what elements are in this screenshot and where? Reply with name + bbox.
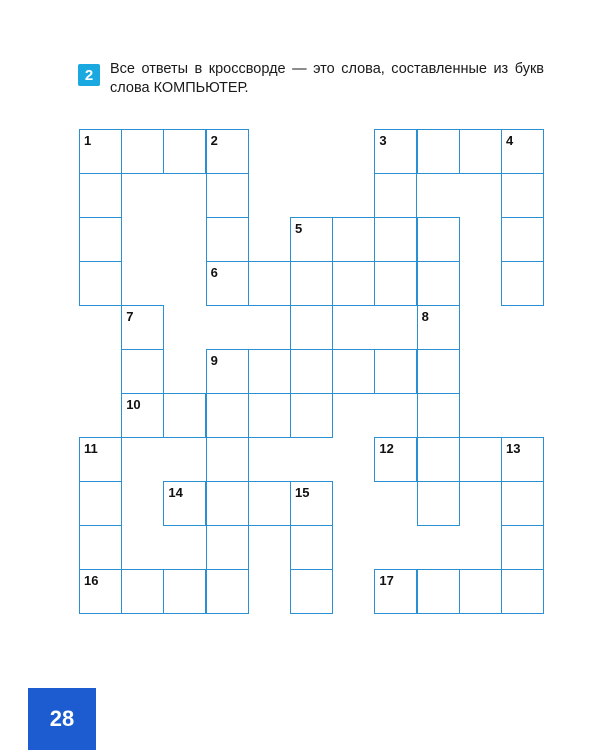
crossword-cell[interactable] bbox=[417, 393, 460, 438]
clue-number: 11 bbox=[84, 441, 98, 456]
crossword-cell[interactable] bbox=[79, 481, 122, 526]
crossword-cell[interactable] bbox=[290, 261, 333, 306]
clue-number: 5 bbox=[295, 221, 303, 236]
crossword-cell[interactable] bbox=[290, 217, 333, 262]
crossword-cell[interactable] bbox=[374, 129, 417, 174]
crossword-cell[interactable] bbox=[501, 261, 544, 306]
crossword-cell[interactable] bbox=[374, 217, 417, 262]
clue-number: 12 bbox=[379, 441, 394, 456]
crossword-cell[interactable] bbox=[121, 393, 164, 438]
crossword-cell[interactable] bbox=[206, 173, 249, 218]
crossword-cell[interactable] bbox=[374, 173, 417, 218]
crossword-cell[interactable] bbox=[374, 437, 417, 482]
crossword-grid bbox=[79, 129, 544, 614]
crossword-cell[interactable] bbox=[417, 129, 460, 174]
crossword-cell[interactable] bbox=[206, 393, 249, 438]
crossword-cell[interactable] bbox=[121, 129, 164, 174]
crossword-cell[interactable] bbox=[417, 305, 460, 350]
crossword-cell[interactable] bbox=[206, 261, 249, 306]
crossword-cell[interactable] bbox=[332, 349, 375, 394]
clue-number: 8 bbox=[421, 309, 429, 324]
crossword-cell[interactable] bbox=[290, 481, 333, 526]
crossword-cell[interactable] bbox=[501, 217, 544, 262]
clue-number: 9 bbox=[210, 353, 218, 368]
task-instruction: Все ответы в кроссворде — это слова, составленные из букв слова КОМПЬЮТЕР. bbox=[110, 61, 544, 96]
clue-number: 3 bbox=[379, 133, 387, 148]
crossword-cell[interactable] bbox=[248, 393, 291, 438]
crossword-cell[interactable] bbox=[501, 173, 544, 218]
page-number: 28 bbox=[28, 688, 96, 750]
clue-number: 7 bbox=[126, 309, 134, 324]
crossword-cell[interactable] bbox=[163, 481, 206, 526]
clue-number: 14 bbox=[168, 485, 183, 500]
clue-number: 6 bbox=[210, 265, 218, 280]
crossword-cell[interactable] bbox=[417, 481, 460, 526]
crossword-cell[interactable] bbox=[290, 569, 333, 614]
crossword-cell[interactable] bbox=[290, 349, 333, 394]
crossword-cell[interactable] bbox=[206, 481, 249, 526]
clue-number: 15 bbox=[295, 485, 310, 500]
crossword-cell[interactable] bbox=[417, 261, 460, 306]
crossword-cell[interactable] bbox=[121, 305, 164, 350]
crossword-cell[interactable] bbox=[121, 569, 164, 614]
crossword-cell[interactable] bbox=[79, 217, 122, 262]
crossword-cell[interactable] bbox=[163, 129, 206, 174]
crossword-cell[interactable] bbox=[121, 349, 164, 394]
clue-number: 1 bbox=[84, 133, 92, 148]
crossword-cell[interactable] bbox=[206, 217, 249, 262]
crossword-cell[interactable] bbox=[79, 569, 122, 614]
crossword-cell[interactable] bbox=[79, 173, 122, 218]
clue-number: 17 bbox=[379, 573, 394, 588]
clue-number: 13 bbox=[506, 441, 521, 456]
crossword-cell[interactable] bbox=[206, 569, 249, 614]
clue-number: 4 bbox=[506, 133, 514, 148]
crossword-cell[interactable] bbox=[501, 437, 544, 482]
crossword-cell[interactable] bbox=[417, 349, 460, 394]
crossword-cell[interactable] bbox=[248, 261, 291, 306]
clue-number: 16 bbox=[84, 573, 99, 588]
crossword-cell[interactable] bbox=[248, 349, 291, 394]
crossword-cell[interactable] bbox=[374, 261, 417, 306]
crossword-cell[interactable] bbox=[417, 437, 460, 482]
crossword-cell[interactable] bbox=[417, 569, 460, 614]
crossword-cell[interactable] bbox=[290, 305, 333, 350]
crossword-cell[interactable] bbox=[206, 129, 249, 174]
crossword-cell[interactable] bbox=[79, 525, 122, 570]
crossword-cell[interactable] bbox=[79, 437, 122, 482]
crossword-cell[interactable] bbox=[290, 393, 333, 438]
crossword-cell[interactable] bbox=[501, 525, 544, 570]
crossword-cell[interactable] bbox=[417, 217, 460, 262]
crossword-cell[interactable] bbox=[459, 569, 502, 614]
crossword-cell[interactable] bbox=[332, 261, 375, 306]
crossword-cell[interactable] bbox=[290, 525, 333, 570]
crossword-cell[interactable] bbox=[206, 525, 249, 570]
crossword-cell[interactable] bbox=[79, 261, 122, 306]
crossword-cell[interactable] bbox=[459, 437, 502, 482]
clue-number: 10 bbox=[126, 397, 141, 412]
crossword-cell[interactable] bbox=[163, 393, 206, 438]
crossword-cell[interactable] bbox=[374, 569, 417, 614]
crossword-cell[interactable] bbox=[501, 569, 544, 614]
crossword-cell[interactable] bbox=[163, 569, 206, 614]
crossword-cell[interactable] bbox=[501, 129, 544, 174]
crossword-cell[interactable] bbox=[206, 349, 249, 394]
crossword-cell[interactable] bbox=[374, 349, 417, 394]
task-number-badge: 2 bbox=[78, 64, 100, 86]
crossword-cell[interactable] bbox=[459, 129, 502, 174]
crossword-cell[interactable] bbox=[501, 481, 544, 526]
crossword-cell[interactable] bbox=[79, 129, 122, 174]
crossword-cell[interactable] bbox=[206, 437, 249, 482]
clue-number: 2 bbox=[210, 133, 218, 148]
crossword-cell[interactable] bbox=[332, 217, 375, 262]
crossword-cell[interactable] bbox=[248, 481, 291, 526]
